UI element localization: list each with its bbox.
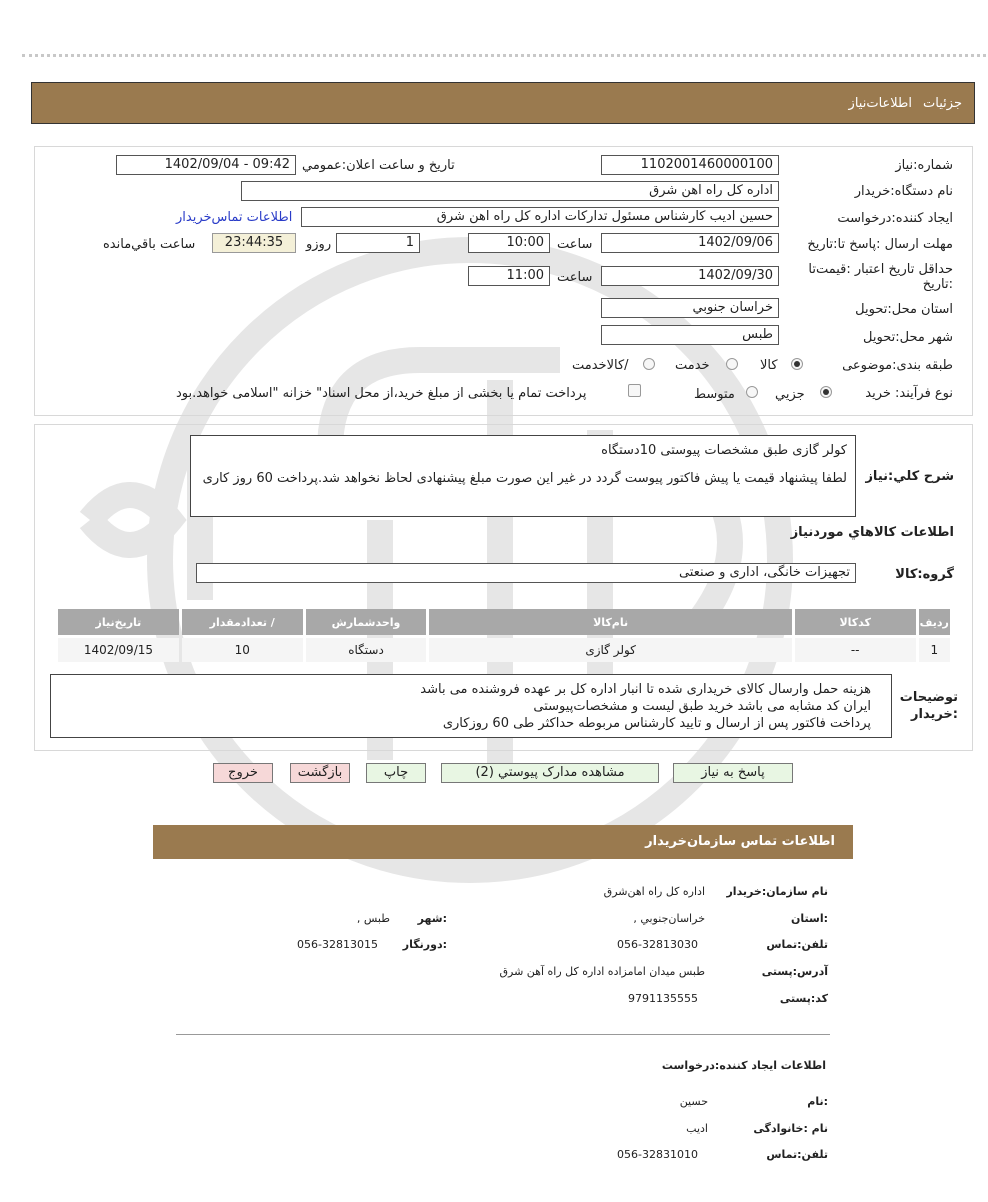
page-header	[31, 82, 975, 124]
view-attachments-button[interactable]: مشاهده مدارک پيوستي (2)	[441, 763, 659, 783]
buyer-contact-link[interactable]: اطلاعات تماس‌خريدار	[176, 210, 293, 225]
process-label: نوع فرآيند: خريد	[865, 386, 953, 401]
cell-quantity: 10	[182, 638, 303, 662]
contact-address-label: آدرس:پستی	[761, 965, 828, 978]
category-label: طبقه بندی:موضوعی	[842, 358, 953, 373]
process-medium-radio[interactable]	[746, 386, 758, 398]
category-both-label: /کالاخدمت	[572, 358, 629, 373]
province-field: خراسان جنوبي	[601, 298, 779, 318]
contact-city-value: طبس ,	[356, 912, 390, 925]
validity-time-label: ساعت	[557, 270, 593, 285]
contact-address-value: طبس ميدان امامزاده اداره كل راه آهن شرق	[499, 965, 705, 978]
requester-family-label: نام :خانوادگی	[753, 1122, 828, 1135]
remaining-label: ساعت باقي‌مانده	[103, 237, 196, 252]
validity-label-2: :تاريخ	[922, 277, 953, 292]
announce-datetime-field: 1402/09/04 - 09:42	[116, 155, 296, 175]
need-number-label: شماره:نياز	[895, 158, 953, 173]
buyer-notes-line-2: ایران کد مشابه می باشد خرید طبق لیست و مشخصات‌پیوستی	[533, 699, 871, 714]
deadline-time-field: 10:00	[468, 233, 550, 253]
days-label: روزو	[306, 237, 332, 252]
buyer-org-label: نام دستگاه:خريدار	[854, 184, 953, 199]
requester-family-value: اديب	[686, 1122, 708, 1135]
contact-postal-label: کد:پستی	[779, 992, 828, 1005]
col-name: نام‌کالا	[429, 609, 791, 635]
contact-city-label: :شهر	[417, 912, 447, 925]
top-dotted-divider	[22, 54, 986, 57]
creator-label: ايجاد کننده:درخواست	[837, 211, 953, 226]
process-medium-label: متوسط	[694, 387, 735, 402]
requester-header: اطلاعات ايجاد كننده:درخواست	[661, 1059, 826, 1072]
province-label: استان محل:تحويل	[855, 302, 953, 317]
process-partial-radio[interactable]	[820, 386, 832, 398]
deadline-label: مهلت ارسال :پاسخ تا:تاريخ	[807, 237, 953, 252]
contact-province-label: :استان	[791, 912, 828, 925]
tab-need-info[interactable]: اطلاعات‌نياز	[848, 96, 912, 111]
goods-group-field: تجهیزات خانگی، اداری و صنعتی	[196, 563, 856, 583]
table-row	[58, 638, 950, 662]
goods-section-label: اطلاعات کالاهاي موردنياز	[790, 525, 954, 540]
contact-header-title: اطلاعات تماس سازمان‌خريدار	[645, 834, 835, 849]
remaining-time-field: 23:44:35	[212, 233, 296, 253]
city-field: طبس	[601, 325, 779, 345]
col-row: رديف	[919, 609, 950, 635]
tab-details[interactable]: جزئيات	[923, 96, 962, 111]
contact-fax-label: :دورنگار	[402, 938, 447, 951]
buyer-notes-line-1: هزینه حمل وارسال کالای خریداری شده تا انبار اداره کل بر عهده فروشنده می باشد	[420, 682, 871, 697]
city-label: شهر محل:تحويل	[863, 330, 953, 345]
buyer-org-field: اداره كل راه اهن شرق	[241, 181, 779, 201]
reply-button[interactable]: پاسخ به نياز	[673, 763, 793, 783]
contact-org-value: اداره كل راه اهن‌شرق	[603, 885, 705, 898]
need-number-field: 1102001460000100	[601, 155, 779, 175]
cell-row: 1	[919, 638, 950, 662]
col-code: کدکالا	[795, 609, 916, 635]
col-unit: واحدشمارش	[306, 609, 427, 635]
cell-unit: دستگاه	[306, 638, 427, 662]
deadline-date-field: 1402/09/06	[601, 233, 779, 253]
contact-postal-value: 9791135555	[628, 992, 698, 1005]
requester-phone-label: تلفن:تماس	[766, 1148, 828, 1161]
category-both-radio[interactable]	[643, 358, 655, 370]
contact-phone-value: 056-32813030	[617, 938, 698, 951]
buyer-notes-textarea	[50, 674, 892, 738]
days-field: 1	[336, 233, 420, 253]
requester-name-label: :نام	[807, 1095, 828, 1108]
contact-divider	[176, 1034, 830, 1035]
cell-name: کولر گازی	[429, 638, 791, 662]
cell-code: --	[795, 638, 916, 662]
back-button[interactable]: بازگشت	[290, 763, 350, 783]
treasury-payment-note: پرداخت تمام يا بخشی از مبلغ خريد،از محل اسناد" خزانه "اسلامی خواهد.بود	[176, 386, 587, 401]
buyer-notes-line-3: پرداخت فاکتور پس از ارسال و تایید کارشناس مربوطه حداکثر طی 60 روزکاری	[442, 716, 871, 731]
creator-field: حسين اديب كارشناس مسئول تداركات اداره كل راه اهن شرق	[301, 207, 779, 227]
category-service-label: خدمت	[675, 358, 710, 373]
treasury-payment-checkbox[interactable]	[628, 384, 641, 397]
buyer-notes-label-1: توضيحات	[899, 690, 958, 705]
buyer-notes-label-2: :خريدار	[911, 707, 958, 722]
category-goods-radio[interactable]	[791, 358, 803, 370]
description-line-1: کولر گازی طبق مشخصات پیوستی 10دستگاه	[601, 443, 847, 458]
requester-phone-value: 056-32831010	[617, 1148, 698, 1161]
goods-group-label: گروه:کالا	[895, 567, 954, 582]
col-quantity: / تعدادمقدار	[182, 609, 303, 635]
requester-name-value: حسين	[679, 1095, 708, 1108]
description-line-2: لطفا پیشنهاد قیمت یا پیش فاکتور پیوست گردد در غیر این صورت مبلغ پیشنهادی لحاظ نخواهد شد.پرداخت 60 روز کاری	[202, 471, 847, 486]
description-textarea	[190, 435, 856, 517]
announce-label: تاريخ و ساعت اعلان:عمومي	[302, 158, 455, 173]
contact-fax-value: 056-32813015	[297, 938, 378, 951]
description-label: شرح کلي:نياز	[865, 469, 954, 484]
validity-date-field: 1402/09/30	[601, 266, 779, 286]
deadline-time-label: ساعت	[557, 237, 593, 252]
validity-time-field: 11:00	[468, 266, 550, 286]
validity-label-1: حداقل تاريخ اعتبار :قيمت‌تا	[808, 262, 953, 277]
category-service-radio[interactable]	[726, 358, 738, 370]
exit-button[interactable]: خروج	[213, 763, 273, 783]
process-partial-label: جزيي	[775, 387, 805, 402]
col-need-date: تاريخ‌نياز	[58, 609, 179, 635]
goods-table	[55, 606, 953, 665]
contact-phone-label: تلفن:تماس	[766, 938, 828, 951]
contact-section-header	[153, 825, 853, 859]
contact-org-label: نام سازمان:خريدار	[726, 885, 828, 898]
print-button[interactable]: چاپ	[366, 763, 426, 783]
category-goods-label: کالا	[760, 358, 778, 373]
cell-need-date: 1402/09/15	[58, 638, 179, 662]
goods-table-header	[58, 609, 950, 635]
contact-province-value: خراسان‌جنوبي ,	[633, 912, 705, 925]
